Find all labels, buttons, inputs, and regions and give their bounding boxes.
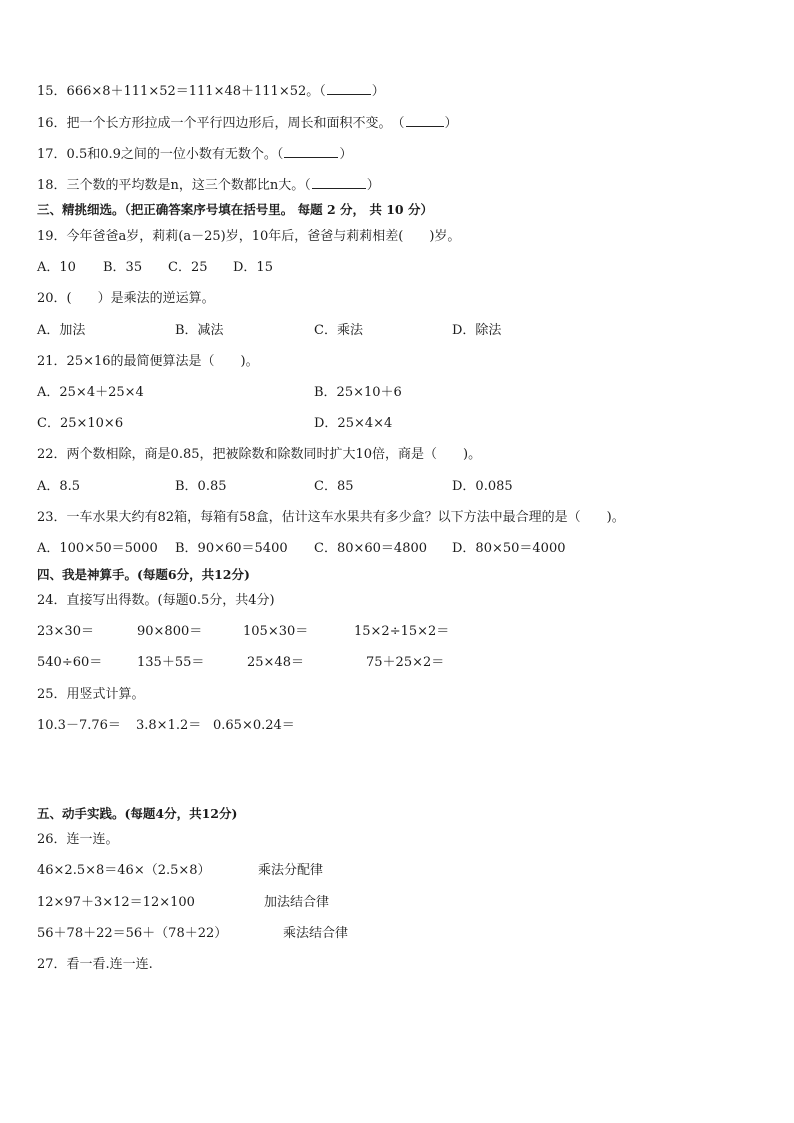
- match-left-item[interactable]: 12×97＋3×12＝12×100: [37, 895, 195, 910]
- question-24-stem: 24．直接写出得数。(每题0.5分，共4分): [37, 593, 275, 608]
- answer-blank[interactable]: [284, 146, 338, 158]
- question-17-close: ）: [339, 147, 353, 162]
- vertical-calc-item: 10.3－7.76＝: [37, 718, 121, 733]
- match-left-item[interactable]: 56＋78＋22＝56＋（78＋22）: [37, 926, 228, 941]
- question-20-stem: 20．( ）是乘法的逆运算。: [37, 291, 215, 306]
- question-26-stem: 26．连一连。: [37, 832, 119, 847]
- option-a[interactable]: A．100×50＝5000: [37, 541, 158, 556]
- option-c[interactable]: C．80×60＝4800: [314, 541, 428, 556]
- calc-item: 23×30＝: [37, 624, 94, 639]
- option-d[interactable]: D．25×4×4: [314, 416, 393, 431]
- option-d[interactable]: D．15: [233, 260, 273, 275]
- question-23-stem: 23．一车水果大约有82箱，每箱有58盒，估计这车水果共有多少盒？以下方法中最合理的是（ )。: [37, 510, 625, 525]
- question-25-stem: 25．用竖式计算。: [37, 687, 145, 702]
- match-left-item[interactable]: 46×2.5×8＝46×（2.5×8）: [37, 863, 211, 878]
- calc-item: 105×30＝: [243, 624, 309, 639]
- match-right-item[interactable]: 乘法结合律: [283, 926, 349, 941]
- option-c[interactable]: C．25: [168, 260, 208, 275]
- option-c[interactable]: C．85: [314, 479, 354, 494]
- section-5-heading: 五、动手实践。(每题4分，共12分): [37, 806, 238, 821]
- question-19-stem: 19．今年爸爸a岁，莉莉(a－25)岁，10年后，爸爸与莉莉相差( )岁。: [37, 229, 461, 244]
- question-17: [37, 146, 352, 163]
- match-right-item[interactable]: 加法结合律: [264, 895, 330, 910]
- answer-blank[interactable]: [327, 83, 371, 95]
- option-d[interactable]: D．除法: [452, 323, 502, 338]
- question-18-text: 18．三个数的平均数是n，这三个数都比n大。（: [37, 178, 311, 193]
- question-16-text: 16．把一个长方形拉成一个平行四边形后，周长和面积不变。 （: [37, 116, 405, 131]
- calc-item: 135＋55＝: [137, 655, 205, 670]
- answer-blank[interactable]: [406, 115, 444, 127]
- question-22-stem: 22．两个数相除，商是0.85，把被除数和除数同时扩大10倍，商是（ )。: [37, 447, 482, 462]
- question-18: [37, 177, 380, 194]
- section-3-heading: 三、精挑细选。（把正确答案序号填在括号里。 每题 2 分， 共 10 分）: [37, 202, 433, 217]
- option-d[interactable]: D．0.085: [452, 479, 513, 494]
- question-15-close: ）: [371, 84, 385, 99]
- question-15: [37, 83, 385, 100]
- calc-item: 90×800＝: [137, 624, 203, 639]
- vertical-calc-item: 3.8×1.2＝: [136, 718, 202, 733]
- option-b[interactable]: B．90×60＝5400: [175, 541, 288, 556]
- match-right-item[interactable]: 乘法分配律: [258, 863, 324, 878]
- vertical-calc-item: 0.65×0.24＝: [213, 718, 295, 733]
- question-16-close: ）: [444, 116, 458, 131]
- option-c[interactable]: C．25×10×6: [37, 416, 124, 431]
- calc-item: 540÷60＝: [37, 655, 103, 670]
- option-b[interactable]: B．减法: [175, 323, 224, 338]
- calc-item: 15×2÷15×2＝: [354, 624, 450, 639]
- calc-item: 75＋25×2＝: [366, 655, 445, 670]
- question-17-text: 17．0.5和0.9之间的一位小数有无数个。（: [37, 147, 284, 162]
- question-15-text: 15．666×8＋111×52＝111×48＋111×52。（: [37, 84, 326, 99]
- question-27-stem: 27．看一看.连一连.: [37, 957, 153, 972]
- option-a[interactable]: A．25×4＋25×4: [37, 385, 144, 400]
- question-21-stem: 21．25×16的最简便算法是（ )。: [37, 354, 259, 369]
- section-4-heading: 四、我是神算手。(每题6分，共12分): [37, 567, 250, 582]
- option-b[interactable]: B．0.85: [175, 479, 227, 494]
- option-a[interactable]: A．8.5: [37, 479, 81, 494]
- option-a[interactable]: A．加法: [37, 323, 86, 338]
- option-b[interactable]: B．35: [103, 260, 143, 275]
- question-18-close: ）: [366, 178, 380, 193]
- option-c[interactable]: C．乘法: [314, 323, 363, 338]
- question-16: [37, 115, 458, 132]
- option-b[interactable]: B．25×10＋6: [314, 385, 402, 400]
- option-a[interactable]: A．10: [37, 260, 76, 275]
- answer-blank[interactable]: [312, 177, 366, 189]
- calc-item: 25×48＝: [247, 655, 304, 670]
- option-d[interactable]: D．80×50＝4000: [452, 541, 566, 556]
